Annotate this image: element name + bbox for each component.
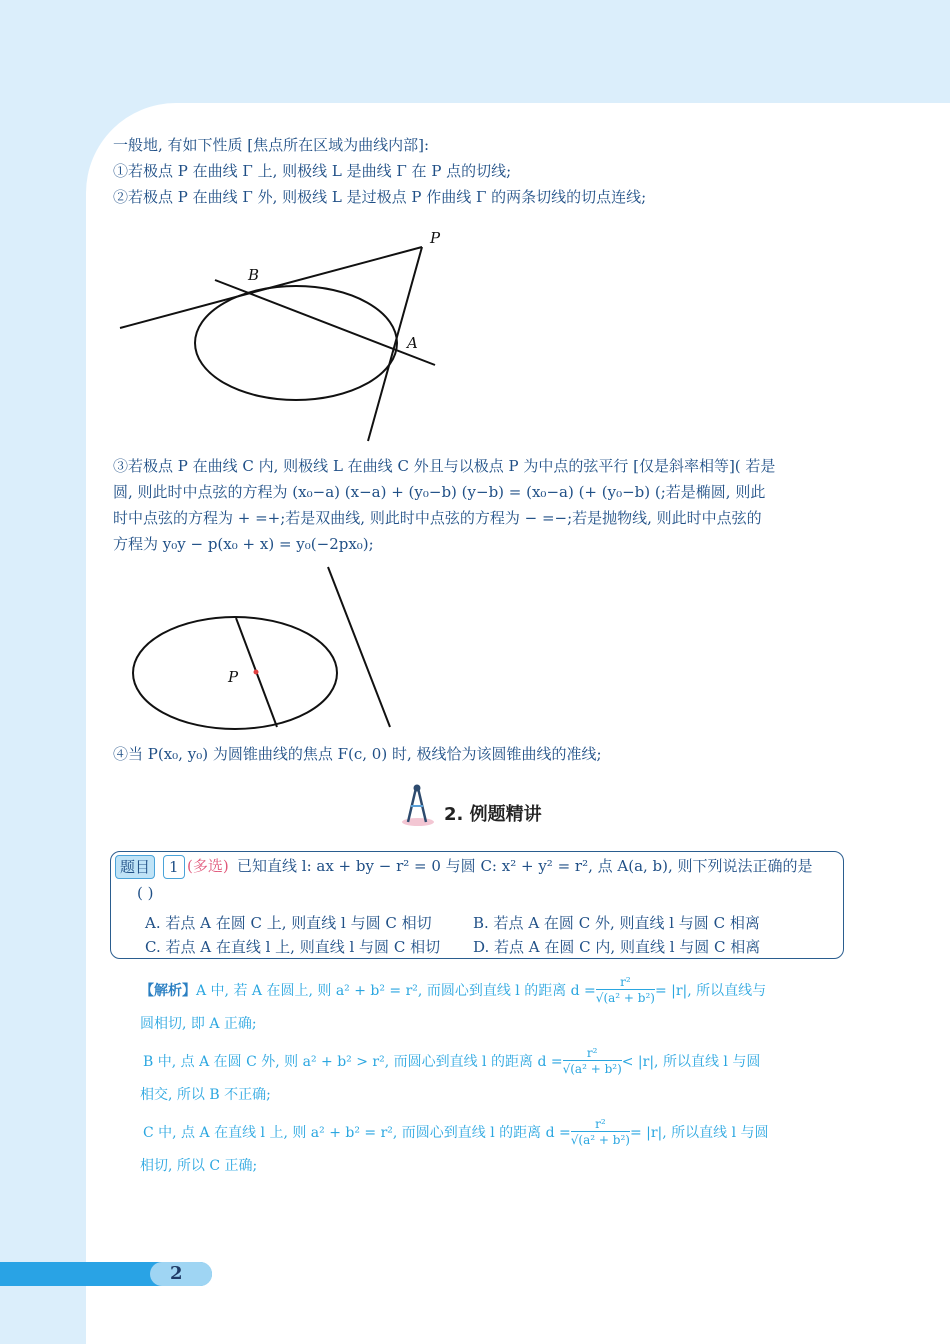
fraction-denominator: √(a² + b²) xyxy=(595,990,655,1005)
option-c: C. 若点 A 在直线 l 上, 则直线 l 与圆 C 相切 xyxy=(145,938,441,956)
solution-c-line-2: 相切, 所以 C 正确; xyxy=(140,1158,258,1174)
intro-line-3: ②若极点 P 在曲线 Γ 外, 则极线 L 是过极点 P 作曲线 Γ 的两条切线的切点连线; xyxy=(113,188,647,206)
option-b: B. 若点 A 在圆 C 外, 则直线 l 与圆 C 相离 xyxy=(473,914,760,932)
solution-a-text: A 中, 若 A 在圆上, 则 a² + b² = r², 而圆心到直线 l 的距离 d = xyxy=(196,983,596,999)
intro-line-2: ①若极点 P 在曲线 Γ 上, 则极线 L 是曲线 Γ 在 P 点的切线; xyxy=(113,162,512,180)
fraction-denominator: √(a² + b²) xyxy=(562,1061,622,1076)
fraction-denominator: √(a² + b²) xyxy=(570,1132,630,1147)
item3-line-2: 圆, 则此时中点弦的方程为 (x₀−a) (x−a) + (y₀−b) (y−b) = (x₀−a) (+ (y₀−b) (;若是椭圆, 则此 xyxy=(113,483,766,501)
fraction-numerator: r² xyxy=(563,1046,622,1061)
solution-a-tail: = |r|, 所以直线与 xyxy=(654,983,767,999)
solution-c-line-1 xyxy=(143,1112,769,1152)
item3-line-1: ③若极点 P 在曲线 C 内, 则极线 L 在曲线 C 外且与以极点 P 为中点的弦平行 [仅是斜率相等]( 若是 xyxy=(113,457,776,475)
option-d: D. 若点 A 在圆 C 内, 则直线 l 与圆 C 相离 xyxy=(473,938,761,956)
label-a: A xyxy=(407,334,418,352)
solution-b-text: B 中, 点 A 在圆 C 外, 则 a² + b² > r², 而圆心到直线 l 的距离 d = xyxy=(143,1054,563,1070)
item3-line-3: 时中点弦的方程为 + =+;若是双曲线, 则此时中点弦的方程为 − =−;若是抛物线, 则此时中点弦的 xyxy=(113,509,762,527)
problem-number: 1 xyxy=(163,855,185,879)
solution-c-tail: = |r|, 所以直线 l 与圆 xyxy=(629,1125,769,1141)
solution-a-line-2: 圆相切, 即 A 正确; xyxy=(140,1016,257,1032)
solution-b-line-1 xyxy=(143,1041,760,1081)
page-number: 2 xyxy=(170,1263,183,1284)
figure-tangent-lines xyxy=(100,225,460,450)
item3-line-4: 方程为 y₀y − p(x₀ + x) = y₀(−2px₀); xyxy=(113,535,374,553)
label-p: P xyxy=(430,229,441,247)
pole-point xyxy=(254,670,259,675)
option-a: A. 若点 A 在圆 C 上, 则直线 l 与圆 C 相切 xyxy=(145,914,432,932)
section-title: 2. 例题精讲 xyxy=(444,804,542,825)
distance-fraction xyxy=(596,975,655,1006)
left-margin-strip xyxy=(0,103,86,1344)
fraction-numerator: r² xyxy=(571,1117,630,1132)
distance-fraction xyxy=(571,1117,630,1148)
item4-line: ④当 P(x₀, y₀) 为圆锥曲线的焦点 F(c, 0) 时, 极线恰为该圆锥曲线的准线; xyxy=(113,745,602,763)
solution-a-line-1 xyxy=(140,970,766,1010)
figure-midpoint-chord xyxy=(120,560,410,735)
intro-line-1: 一般地, 有如下性质 [焦点所在区域为曲线内部]: xyxy=(113,136,430,154)
label-p: P xyxy=(228,668,239,686)
polar-line xyxy=(328,567,390,727)
label-b: B xyxy=(248,266,260,284)
ellipse-curve xyxy=(195,286,397,400)
problem-tag: 题目 xyxy=(115,855,155,879)
answer-blank: ( ) xyxy=(137,884,154,902)
fraction-numerator: r² xyxy=(596,975,655,990)
problem-box xyxy=(110,851,844,959)
problem-stem: 已知直线 l: ax + by − r² = 0 与圆 C: x² + y² = r², 点 A(a, b), 则下列说法正确的是 xyxy=(237,857,813,875)
solution-b-tail: < |r|, 所以直线 l 与圆 xyxy=(621,1054,761,1070)
header-band xyxy=(0,0,950,103)
solution-head: 【解析】 xyxy=(140,983,196,999)
problem-multi-select: (多选) xyxy=(187,857,229,875)
solution-c-text: C 中, 点 A 在直线 l 上, 则 a² + b² = r², 而圆心到直线 l 的距离 d = xyxy=(143,1125,571,1141)
distance-fraction xyxy=(563,1046,622,1077)
solution-b-line-2: 相交, 所以 B 不正确; xyxy=(140,1087,271,1103)
compass-icon xyxy=(398,782,438,828)
tangent-line-pb xyxy=(120,247,422,328)
